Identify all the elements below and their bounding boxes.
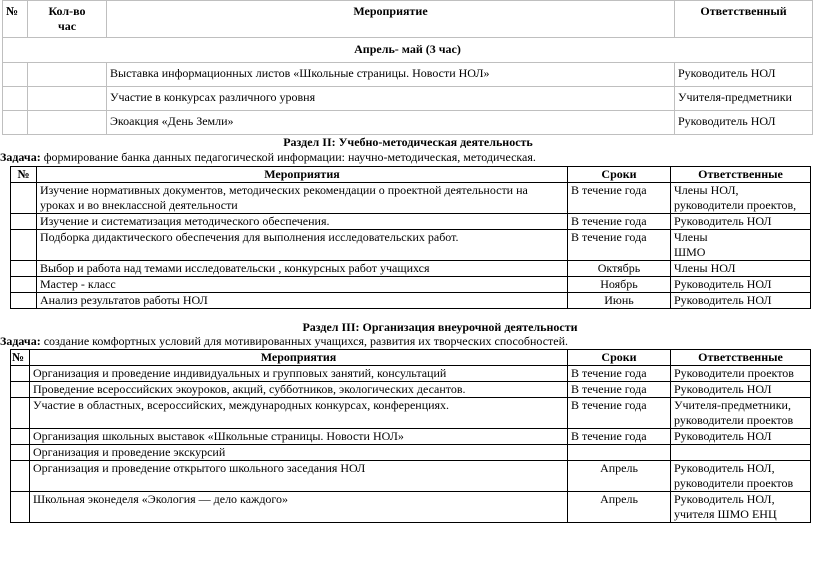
table-row — [11, 293, 811, 309]
col-header-number: № — [11, 350, 30, 366]
event-cell: Анализ результатов работы НОЛ — [37, 293, 568, 309]
section3-table — [10, 349, 811, 523]
table-row — [11, 382, 811, 398]
table-row — [11, 445, 811, 461]
term-cell: В течение года — [568, 429, 671, 445]
table-row — [11, 461, 811, 492]
responsible-cell: Члены НОЛ, руководители проектов, — [671, 183, 811, 214]
plan-table-april-may — [2, 0, 813, 135]
col-header-number: № — [11, 167, 37, 183]
table-row — [11, 214, 811, 230]
section3-title: Раздел III: Организация внеурочной деятельности — [302, 320, 578, 334]
section2-table — [10, 166, 811, 309]
event-cell: Организация и проведение экскурсий — [30, 445, 568, 461]
col-header-event: Мероприятия — [37, 167, 568, 183]
responsible-cell: Члены НОЛ — [671, 261, 811, 277]
responsible-cell: Руководитель НОЛ — [675, 63, 813, 87]
table-header-row — [11, 167, 811, 183]
term-cell — [568, 445, 671, 461]
responsible-cell: Руководитель НОЛ — [671, 277, 811, 293]
term-cell: В течение года — [568, 366, 671, 382]
table-row — [3, 63, 813, 87]
col-header-event: Мероприятия — [30, 350, 568, 366]
section2-title: Раздел II: Учебно-методическая деятельность — [283, 135, 533, 149]
event-cell: Изучение и систематизация методического обеспечения. — [37, 214, 568, 230]
event-cell: Организация школьных выставок «Школьные страницы. Новости НОЛ» — [30, 429, 568, 445]
term-cell: В течение года — [568, 398, 671, 429]
table-header-row — [3, 1, 813, 38]
responsible-cell: Руководитель НОЛ — [671, 382, 811, 398]
responsible-cell: Руководитель НОЛ — [675, 111, 813, 135]
event-cell: Школьная эконеделя «Экология — дело каждого» — [30, 492, 568, 523]
responsible-cell: Руководитель НОЛ — [671, 429, 811, 445]
table-header-row — [11, 350, 811, 366]
term-cell: В течение года — [568, 230, 671, 261]
responsible-cell: Члены ШМО — [671, 230, 811, 261]
col-header-number: № — [3, 1, 28, 38]
term-cell: Апрель — [568, 461, 671, 492]
col-header-term: Сроки — [568, 350, 671, 366]
responsible-cell: Руководители проектов — [671, 366, 811, 382]
table-row — [11, 230, 811, 261]
col-header-responsible: Ответственные — [671, 350, 811, 366]
responsible-cell: Учителя-предметники, руководители проектов — [671, 398, 811, 429]
event-cell: Подборка дидактического обеспечения для выполнения исследовательских работ. — [37, 230, 568, 261]
term-cell: Октябрь — [568, 261, 671, 277]
event-cell: Мастер - класс — [37, 277, 568, 293]
event-cell: Организация и проведение открытого школьного заседания НОЛ — [30, 461, 568, 492]
responsible-cell: Руководитель НОЛ, учителя ШМО ЕНЦ — [671, 492, 811, 523]
task-text: формирование банка данных педагогической информации: научно-методическая, методическая. — [40, 150, 536, 164]
task-label: Задача: — [0, 334, 41, 348]
section2-task — [0, 150, 536, 165]
table-row — [11, 183, 811, 214]
table-row — [11, 492, 811, 523]
col-header-hours: Кол-во час — [28, 1, 107, 38]
responsible-cell: Учителя-предметники — [675, 87, 813, 111]
task-label: Задача: — [0, 150, 41, 164]
responsible-cell — [671, 445, 811, 461]
period-row — [3, 38, 813, 63]
col-header-responsible: Ответственные — [671, 167, 811, 183]
task-text: создание комфортных условий для мотивированных учащихся, развития их творческих способностей. — [40, 334, 569, 348]
event-cell: Выставка информационных листов «Школьные страницы. Новости НОЛ» — [107, 63, 675, 87]
term-cell: В течение года — [568, 382, 671, 398]
responsible-cell: Руководитель НОЛ, руководители проектов — [671, 461, 811, 492]
event-cell: Экоакция «День Земли» — [107, 111, 675, 135]
term-cell: Июнь — [568, 293, 671, 309]
term-cell: В течение года — [568, 183, 671, 214]
event-cell: Проведение всероссийских экоуроков, акций, субботников, экологических десантов. — [30, 382, 568, 398]
section3-task — [0, 334, 568, 349]
table-row — [11, 277, 811, 293]
responsible-cell: Руководитель НОЛ — [671, 214, 811, 230]
table-row — [11, 366, 811, 382]
event-cell: Участие в областных, всероссийских, международных конкурсах, конференциях. — [30, 398, 568, 429]
term-cell: В течение года — [568, 214, 671, 230]
event-cell: Участие в конкурсах различного уровня — [107, 87, 675, 111]
table-row — [11, 398, 811, 429]
responsible-cell: Руководитель НОЛ — [671, 293, 811, 309]
col-header-term: Сроки — [568, 167, 671, 183]
period-label: Апрель- май (3 час) — [3, 38, 813, 63]
table-row — [3, 111, 813, 135]
table-row — [3, 87, 813, 111]
event-cell: Организация и проведение индивидуальных и групповых занятий, консультаций — [30, 366, 568, 382]
table-row — [11, 261, 811, 277]
event-cell: Изучение нормативных документов, методических рекомендации о проектной деятельности на уроках и во внеклассной деятельности — [37, 183, 568, 214]
term-cell: Ноябрь — [568, 277, 671, 293]
event-cell: Выбор и работа над темами исследовательски , конкурсных работ учащихся — [37, 261, 568, 277]
table-row — [11, 429, 811, 445]
col-header-event: Мероприятие — [107, 1, 675, 38]
col-header-responsible: Ответственный — [675, 1, 813, 38]
term-cell: Апрель — [568, 492, 671, 523]
